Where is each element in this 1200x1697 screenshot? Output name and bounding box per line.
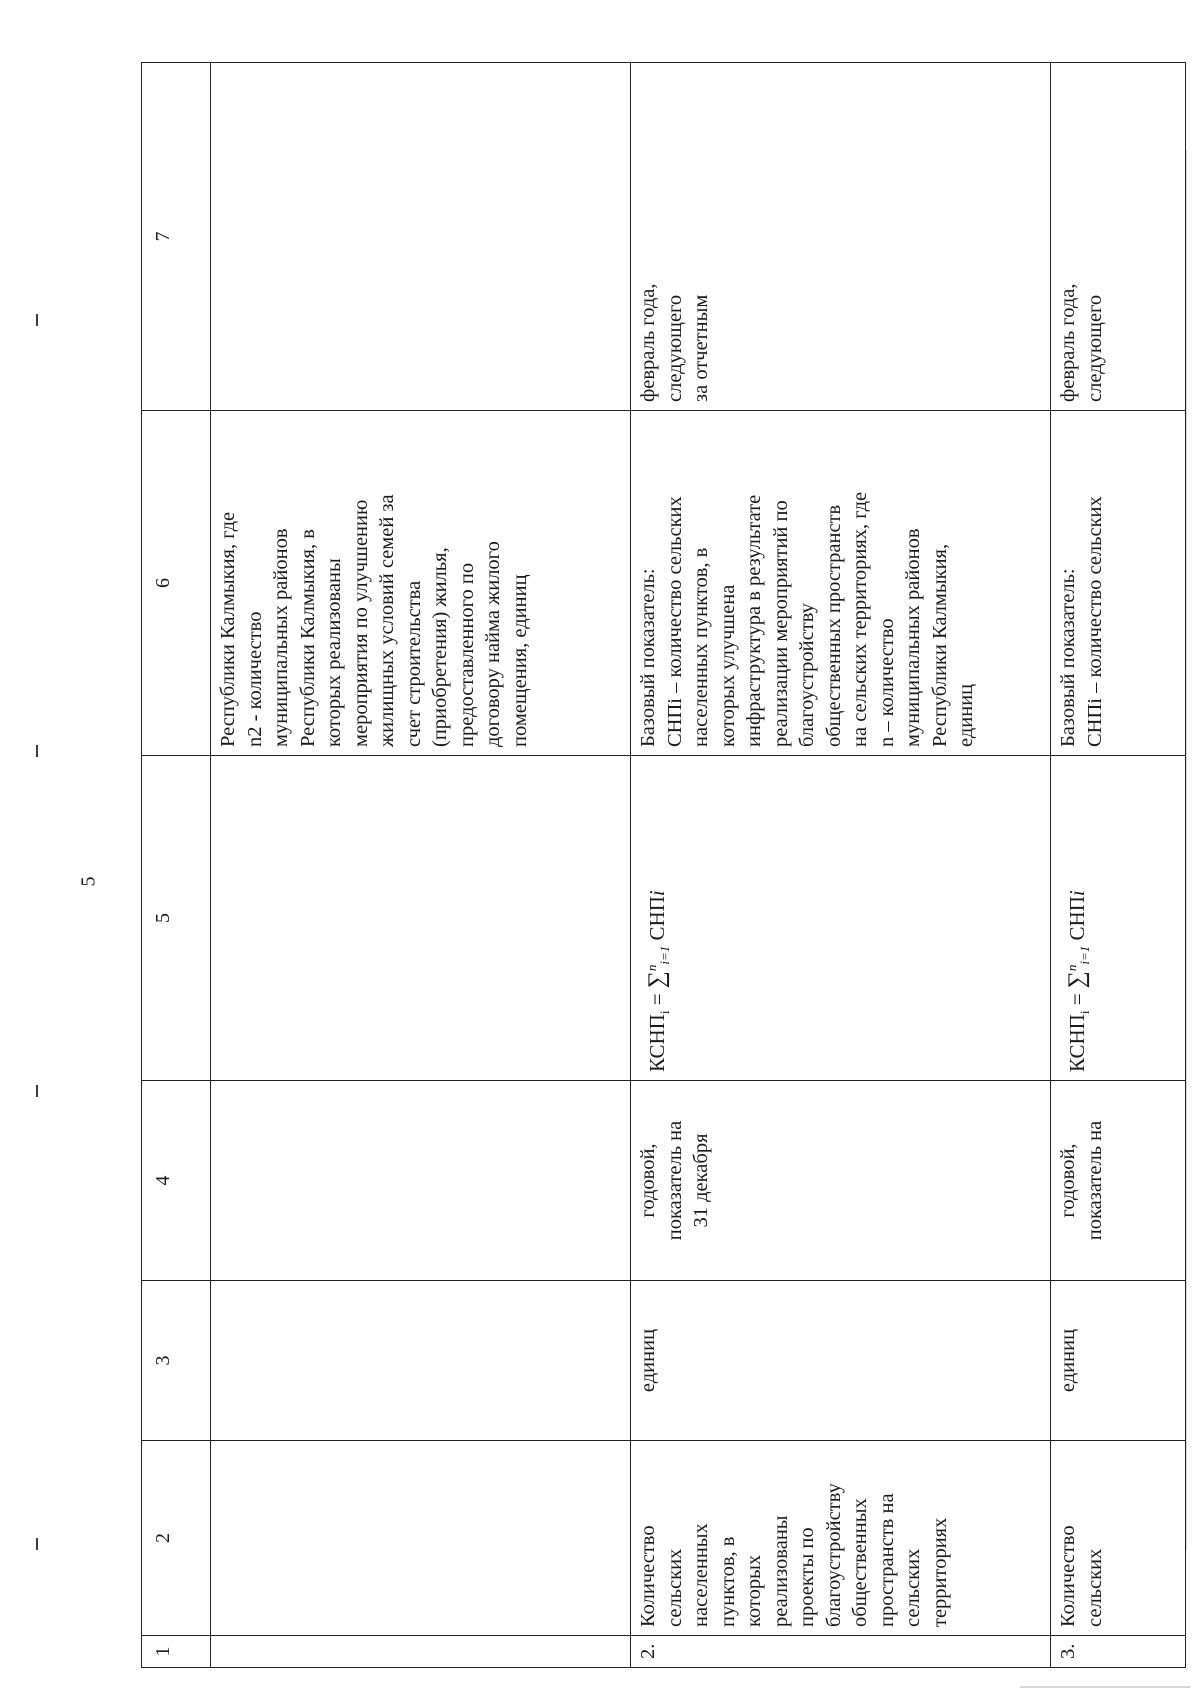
sum-lower — [1077, 946, 1092, 965]
table-cell — [211, 756, 631, 1081]
table-cell — [211, 1441, 631, 1636]
unit-cell: единиц — [631, 1281, 1051, 1441]
scan-mark — [36, 1538, 38, 1550]
row-number: 2. — [631, 1636, 1051, 1668]
table-cell — [211, 63, 631, 411]
sum-symbol: ∑ — [1064, 971, 1090, 989]
table-cell — [211, 1281, 631, 1441]
sum-upper — [644, 965, 659, 972]
scan-mark — [36, 314, 38, 326]
formula-eq: = — [1065, 988, 1089, 1011]
formula-lhs-sub: i — [1077, 1010, 1093, 1015]
indicator-name: Количество сельских населенных пунктов, в которых реализованы проекты по благоустройству общественных пространств на сельских территориях — [631, 1441, 1051, 1636]
header-cell: 5 — [142, 756, 211, 1081]
row-number: 3. — [1051, 1636, 1186, 1668]
sum-lower-var: i=1 — [657, 945, 673, 965]
formula-eq: = — [645, 988, 669, 1011]
period-cell: годовой, показатель на 31 декабря — [631, 1081, 1051, 1281]
description-cell: Республики Калмыкия, где n2 - количество муниципальных районов Республики Калмыкия, в которых реализованы мероприятия по улучшению жилищных условий семей за счет строительства (приобретения) жилья, предоставленного по договору найма жилого помещения, единиц — [211, 411, 631, 756]
deadline-cell: февраль года, следующего — [1051, 63, 1186, 411]
header-cell: 7 — [142, 63, 211, 411]
header-cell: 3 — [142, 1281, 211, 1441]
formula-cell — [631, 756, 1051, 1081]
rotated-table-sheet — [141, 63, 1186, 1668]
sum-lower — [657, 946, 672, 965]
header-cell: 6 — [142, 411, 211, 756]
scan-mark — [36, 745, 38, 757]
formula-lhs: КСНП — [645, 1014, 669, 1072]
header-cell: 4 — [142, 1081, 211, 1281]
formula-rhs: СНП — [1065, 896, 1089, 946]
scan-edge-line — [1020, 1686, 1190, 1688]
sum-upper-var: n — [644, 964, 659, 972]
sum-upper — [1064, 965, 1079, 972]
table-header-row — [142, 63, 211, 1668]
sum-symbol: ∑ — [644, 971, 670, 989]
description-cell: Базовый показатель: СНПi – количество сельских населенных пунктов, в которых улучшена инфраструктура в результате реализации мероприятий по благоустройству общественных пространств на сельских территориях, где n – количество муниципальных районов Республики Калмыкия, единиц — [631, 411, 1051, 756]
unit-cell: единиц — [1051, 1281, 1186, 1441]
formula-rhs-var: i — [645, 890, 669, 897]
formula-rhs-var: i — [1065, 890, 1089, 897]
indicator-name: Количество сельских — [1051, 1441, 1186, 1636]
sum-lower-var: i=1 — [1077, 945, 1093, 965]
formula-cell — [1051, 756, 1186, 1081]
table-cell — [211, 1636, 631, 1668]
formula-lhs: КСНП — [1065, 1014, 1089, 1072]
header-cell: 2 — [142, 1441, 211, 1636]
period-cell: годовой, показатель на — [1051, 1081, 1186, 1281]
scan-edge-line — [1186, 150, 1187, 1550]
description-cell: Базовый показатель: СНПi – количество сельских — [1051, 411, 1186, 756]
header-cell: 1 — [142, 1636, 211, 1668]
formula-lhs-sub: i — [657, 1010, 673, 1015]
scan-mark — [36, 1085, 38, 1097]
table-cell — [211, 1081, 631, 1281]
deadline-cell: февраль года, следующего за отчетным — [631, 63, 1051, 411]
indicators-table — [141, 62, 1186, 1668]
table-row-continuation — [211, 63, 631, 1668]
formula-rhs: СНП — [645, 896, 669, 946]
table-row — [1051, 63, 1186, 1668]
table-row — [631, 63, 1051, 1668]
sum-upper-var: n — [1064, 964, 1079, 972]
page-number: 5 — [77, 876, 100, 887]
